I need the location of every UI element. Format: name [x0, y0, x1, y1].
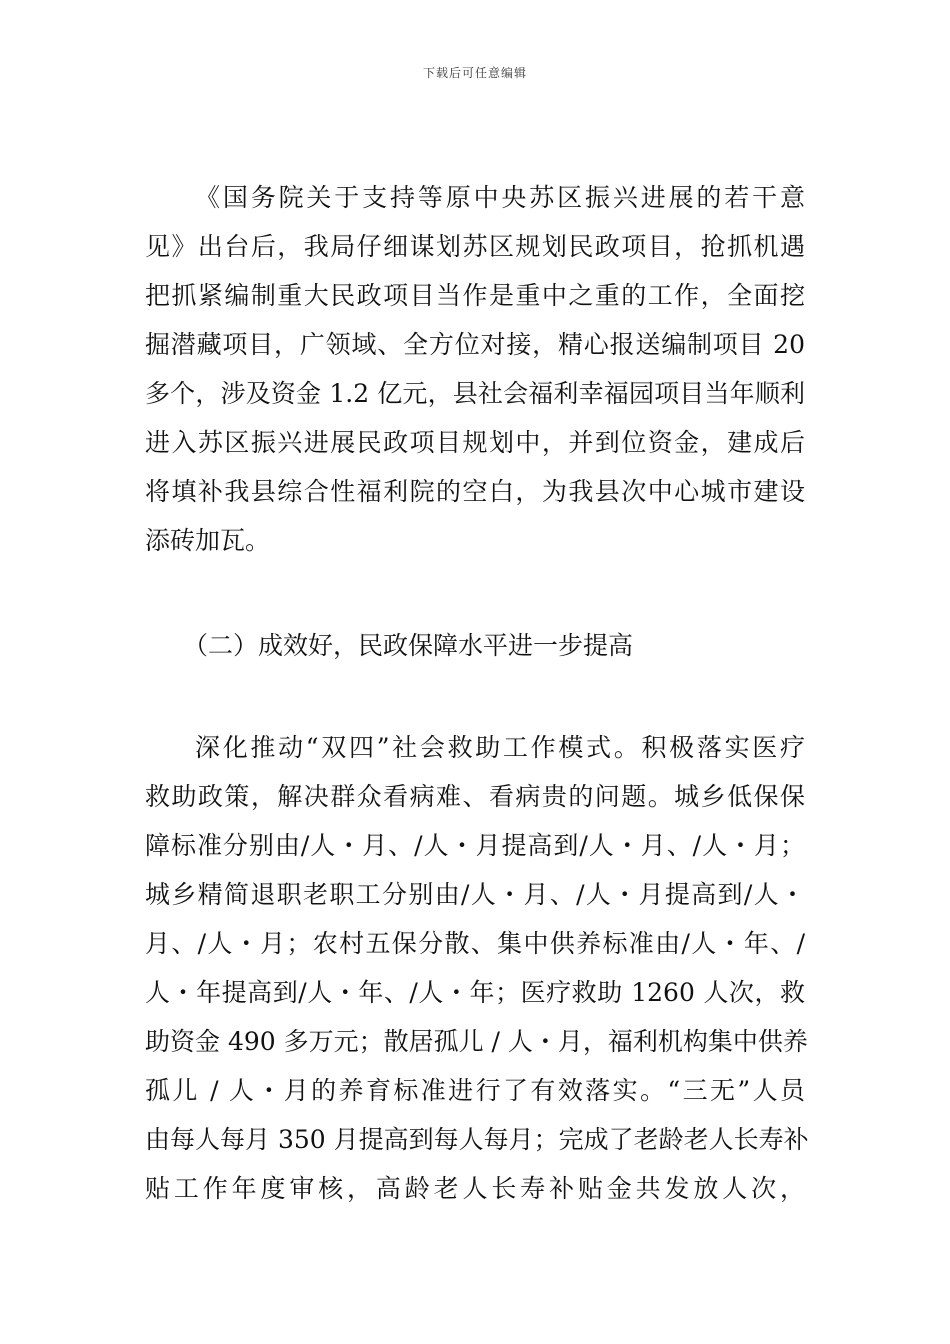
paragraph-line: 助资金 490 多万元；散居孤儿 / 人・月，福利机构集中供养	[145, 1027, 808, 1056]
paragraph-line: 障标准分别由/人・月、/人・月提高到/人・月、/人・月；	[145, 831, 805, 860]
paragraph-line: 多个，涉及资金 1.2 亿元，县社会福利幸福园项目当年顺利	[145, 379, 805, 408]
section-heading: （二）成效好，民政保障水平进一步提高	[183, 631, 634, 660]
paragraph-line: 见》出台后，我局仔细谋划苏区规划民政项目，抢抓机遇	[145, 232, 805, 261]
paragraph-line: 救助政策，解决群众看病难、看病贵的问题。城乡低保保	[145, 782, 805, 811]
paragraph-line: 《国务院关于支持等原中央苏区振兴进展的若干意	[195, 183, 805, 212]
paragraph-line: 月、/人・月；农村五保分散、集中供养标准由/人・年、/	[145, 929, 805, 958]
paragraph-line: 人・年提高到/人・年、/人・年；医疗救助 1260 人次，救	[145, 978, 805, 1007]
paragraph-line: 由每人每月 350 月提高到每人每月；完成了老龄老人长寿补	[145, 1125, 809, 1154]
paragraph-line: 进入苏区振兴进展民政项目规划中，并到位资金，建成后	[145, 428, 805, 457]
paragraph-line: 添砖加瓦。	[145, 526, 271, 555]
paragraph-line: 深化推动“双四”社会救助工作模式。积极落实医疗	[195, 733, 805, 762]
paragraph-line: 将填补我县综合性福利院的空白，为我县次中心城市建设	[145, 477, 805, 506]
page-header: 下载后可任意编辑	[422, 66, 527, 80]
paragraph-line: 掘潜藏项目，广领域、全方位对接，精心报送编制项目 20	[145, 330, 805, 359]
paragraph-line: 贴工作年度审核，高龄老人长寿补贴金共发放人次，	[145, 1174, 805, 1203]
paragraph-line: 城乡精简退职老职工分别由/人・月、/人・月提高到/人・	[145, 880, 805, 909]
paragraph-line: 孤儿 / 人・月的养育标准进行了有效落实。“三无”人员	[145, 1076, 805, 1105]
paragraph-line: 把抓紧编制重大民政项目当作是重中之重的工作，全面挖	[145, 281, 805, 310]
